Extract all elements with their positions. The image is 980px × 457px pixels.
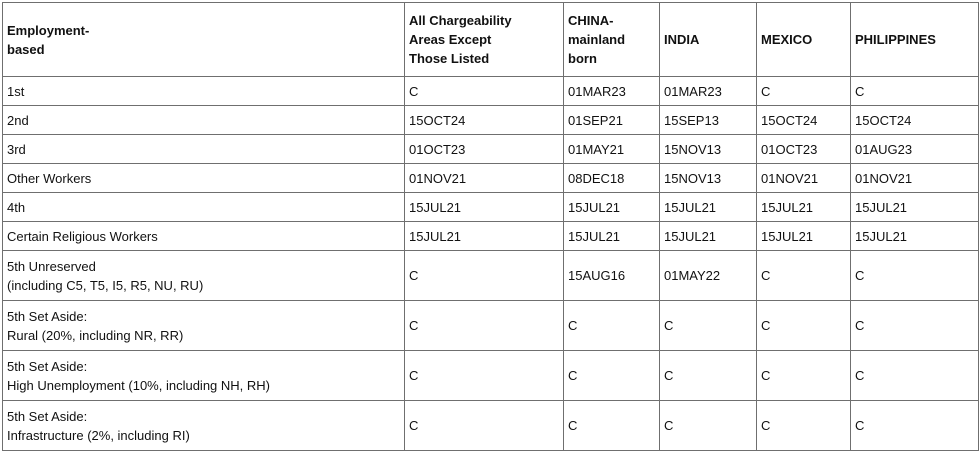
header-line: MEXICO: [761, 32, 813, 47]
table-cell: 15JUL21: [405, 193, 564, 222]
final-action-dates-table: [2, 2, 979, 451]
header-line: PHILIPPINES: [855, 32, 936, 47]
table-row: [3, 301, 979, 351]
table-cell: C: [405, 301, 564, 351]
table-cell: C: [851, 351, 979, 401]
row-label-line: 1st: [7, 83, 25, 99]
table-row: [3, 351, 979, 401]
table-row: [3, 222, 979, 251]
row-label-line: Certain Religious Workers: [7, 228, 158, 244]
row-label-line: Rural (20%, including NR, RR): [7, 327, 184, 343]
table-cell: 15JUL21: [405, 222, 564, 251]
table-cell: 01NOV21: [757, 164, 851, 193]
table-cell: C: [757, 251, 851, 301]
table-cell: C: [851, 301, 979, 351]
table-cell: 15NOV13: [660, 135, 757, 164]
table-cell: 01NOV21: [851, 164, 979, 193]
table-cell: C: [757, 301, 851, 351]
table-cell: 01OCT23: [405, 135, 564, 164]
table-cell: C: [757, 401, 851, 451]
row-label: [3, 77, 405, 106]
table-row: [3, 193, 979, 222]
header-philippines: [851, 3, 979, 77]
row-label-line: 5th Unreserved: [7, 258, 96, 274]
table-cell: C: [564, 301, 660, 351]
table-row: [3, 135, 979, 164]
header-line: INDIA: [664, 32, 700, 47]
header-line: Those Listed: [409, 51, 490, 66]
row-label-line: Infrastructure (2%, including RI): [7, 427, 190, 443]
row-label: [3, 251, 405, 301]
table-cell: 01MAY21: [564, 135, 660, 164]
table-cell: C: [405, 77, 564, 106]
table-row: [3, 77, 979, 106]
table-row: [3, 401, 979, 451]
table-row: [3, 164, 979, 193]
table-cell: 15JUL21: [564, 222, 660, 251]
table-cell: 01MAY22: [660, 251, 757, 301]
table-row: [3, 106, 979, 135]
table-cell: C: [660, 351, 757, 401]
header-row: [3, 3, 979, 77]
header-line: based: [7, 41, 45, 57]
table-cell: 15JUL21: [851, 222, 979, 251]
header-employment-based: [3, 3, 405, 77]
row-label: [3, 401, 405, 451]
table-cell: C: [757, 351, 851, 401]
header-mexico: [757, 3, 851, 77]
table-cell: 15JUL21: [757, 193, 851, 222]
table-cell: C: [405, 401, 564, 451]
table-cell: C: [757, 77, 851, 106]
table-cell: 01MAR23: [564, 77, 660, 106]
table-cell: 15NOV13: [660, 164, 757, 193]
table-cell: 01MAR23: [660, 77, 757, 106]
row-label-line: Other Workers: [7, 170, 92, 186]
row-label: [3, 106, 405, 135]
table-cell: C: [660, 301, 757, 351]
row-label: [3, 351, 405, 401]
table-cell: C: [851, 77, 979, 106]
row-label-line: 3rd: [7, 141, 26, 157]
table-cell: C: [660, 401, 757, 451]
table-cell: 15OCT24: [851, 106, 979, 135]
table-cell: 15AUG16: [564, 251, 660, 301]
table-cell: C: [405, 351, 564, 401]
table-cell: C: [564, 351, 660, 401]
header-line: born: [568, 51, 597, 66]
row-label-line: 5th Set Aside:: [7, 308, 88, 324]
table-cell: C: [564, 401, 660, 451]
row-label-line: High Unemployment (10%, including NH, RH): [7, 377, 270, 393]
header-india: [660, 3, 757, 77]
table-cell: 15JUL21: [564, 193, 660, 222]
table-cell: 15SEP13: [660, 106, 757, 135]
header-line: Employment-: [7, 22, 90, 38]
table-cell: 01OCT23: [757, 135, 851, 164]
row-label: [3, 222, 405, 251]
row-label-line: 5th Set Aside:: [7, 358, 88, 374]
table-cell: 15OCT24: [757, 106, 851, 135]
table-cell: 01NOV21: [405, 164, 564, 193]
table-cell: 08DEC18: [564, 164, 660, 193]
table-cell: 15OCT24: [405, 106, 564, 135]
row-label-line: 5th Set Aside:: [7, 408, 88, 424]
table-cell: C: [851, 251, 979, 301]
header-line: All Chargeability: [409, 13, 512, 28]
header-all-chargeability: [405, 3, 564, 77]
table-cell: 01AUG23: [851, 135, 979, 164]
header-china: [564, 3, 660, 77]
table-cell: 15JUL21: [851, 193, 979, 222]
table-cell: C: [405, 251, 564, 301]
row-label: [3, 193, 405, 222]
table-cell: C: [851, 401, 979, 451]
header-line: mainland: [568, 32, 626, 47]
table-cell: 15JUL21: [660, 222, 757, 251]
row-label-line: 4th: [7, 199, 26, 215]
table-row: [3, 251, 979, 301]
row-label-line: 2nd: [7, 112, 29, 128]
row-label-line: (including C5, T5, I5, R5, NU, RU): [7, 277, 204, 293]
table-cell: 15JUL21: [757, 222, 851, 251]
header-line: Areas Except: [409, 32, 492, 47]
header-line: CHINA-: [568, 13, 614, 28]
table-cell: 15JUL21: [660, 193, 757, 222]
row-label: [3, 164, 405, 193]
row-label: [3, 301, 405, 351]
table-cell: 01SEP21: [564, 106, 660, 135]
row-label: [3, 135, 405, 164]
